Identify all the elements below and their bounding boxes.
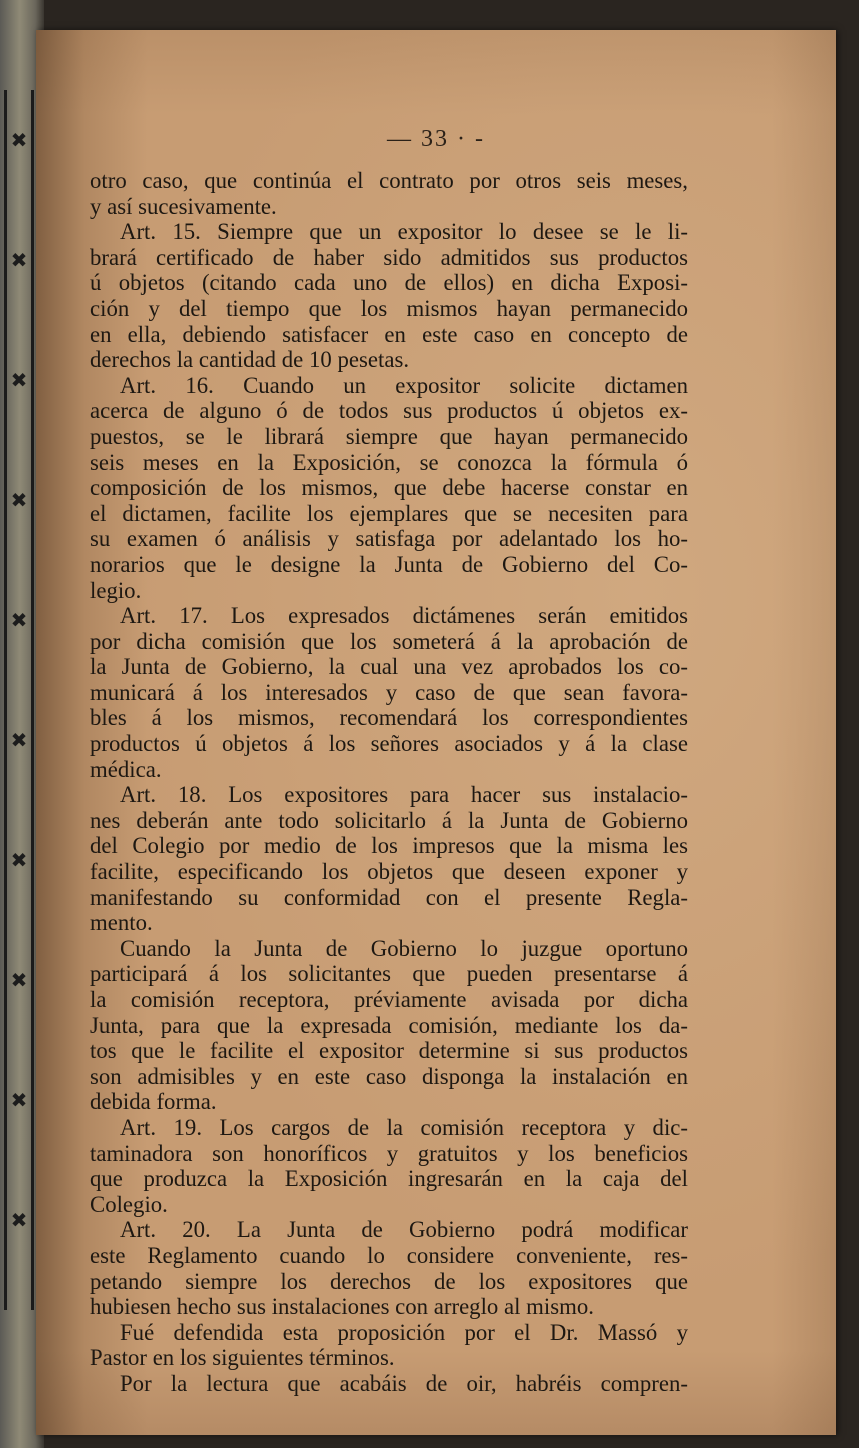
- text-line: manifestando su conformidad con el presente Regla-: [90, 884, 688, 910]
- text-line: Art. 19. Los cargos de la comisión receptora y dic-: [120, 1114, 688, 1140]
- text-line: norarios que le designe la Junta de Gobierno del Co-: [90, 551, 688, 577]
- text-line: mento.: [90, 910, 153, 936]
- text-line: acerca de alguno ó de todos sus productos ú objetos ex-: [90, 398, 688, 424]
- book-page: [36, 30, 836, 1435]
- text-line: productos ú objetos á los señores asociados y á la clase: [90, 731, 688, 757]
- text-line: participará á los solicitantes que pueden presentarse á: [90, 961, 688, 987]
- text-line: otro caso, que continúa el contrato por otros seis meses,: [90, 168, 688, 193]
- text-line: Fué defendida esta proposición por el Dr. Massó y: [120, 1319, 688, 1345]
- text-line: Junta, para que la expresada comisión, mediante los da-: [90, 1012, 688, 1038]
- text-line: Cuando la Junta de Gobierno lo juzgue oportuno: [120, 935, 688, 961]
- text-line: Pastor en los siguientes términos.: [90, 1345, 395, 1371]
- text-line: ú objetos (citando cada uno de ellos) en dicha Exposi-: [90, 270, 688, 296]
- text-line: por dicha comisión que los someterá á la aprobación de: [90, 628, 688, 654]
- text-line: composición de los mismos, que debe hacerse constar en: [90, 475, 688, 501]
- text-line: municará á los interesados y caso de que sean favora-: [90, 679, 688, 705]
- binding-cross-icon: ✖: [10, 1208, 28, 1232]
- text-line: Colegio.: [90, 1191, 168, 1217]
- text-line: brará certificado de haber sido admitidos sus productos: [90, 244, 688, 270]
- text-line: Art. 18. Los expositores para hacer sus instalacio-: [120, 782, 688, 808]
- text-line: la Junta de Gobierno, la cual una vez aprobados los co-: [90, 654, 688, 680]
- text-line: del Colegio por medio de los impresos que la misma les: [90, 833, 688, 859]
- text-line: tos que le facilite el expositor determine si sus productos: [90, 1038, 688, 1064]
- text-line: nes deberán ante todo solicitarlo á la Junta de Gobierno: [90, 807, 688, 833]
- binding-cross-icon: ✖: [10, 608, 28, 632]
- text-line: son admisibles y en este caso disponga la instalación en: [90, 1063, 688, 1089]
- text-line: hubiesen hecho sus instalaciones con arreglo al mismo.: [90, 1294, 594, 1320]
- text-line: bles á los mismos, recomendará los correspondientes: [90, 705, 688, 731]
- text-line: Por la lectura que acabáis de oir, habréis compren-: [120, 1370, 688, 1396]
- binding-cross-icon: ✖: [10, 248, 28, 272]
- text-line: Art. 16. Cuando un expositor solicite dictamen: [120, 372, 688, 398]
- binding-cross-icon: ✖: [10, 728, 28, 752]
- text-line: y así sucesivamente.: [90, 193, 277, 219]
- text-line: Art. 17. Los expresados dictámenes serán emitidos: [120, 603, 688, 629]
- text-line: su examen ó análisis y satisfaga por adelantado los ho-: [90, 526, 688, 552]
- text-line: seis meses en la Exposición, se conozca la fórmula ó: [90, 449, 688, 475]
- text-line: debida forma.: [90, 1089, 217, 1115]
- text-line: ción y del tiempo que los mismos hayan permanecido: [90, 295, 688, 321]
- text-line: facilite, especificando los objetos que deseen exponer y: [90, 859, 688, 885]
- binding-cross-icon: ✖: [10, 848, 28, 872]
- text-line: legio.: [90, 577, 142, 603]
- text-line: Art. 15. Siempre que un expositor lo desee se le li-: [120, 219, 688, 245]
- text-line: derechos la cantidad de 10 pesetas.: [90, 347, 410, 373]
- text-line: que produzca la Exposición ingresarán en la caja del: [90, 1166, 688, 1192]
- text-line: este Reglamento cuando lo considere conveniente, res-: [90, 1242, 688, 1268]
- binding-ornament: [4, 90, 34, 1310]
- binding-cross-icon: ✖: [10, 368, 28, 392]
- text-line: la comisión receptora, préviamente avisada por dicha: [90, 987, 688, 1012]
- text-line: petando siempre los derechos de los expositores que: [90, 1268, 688, 1294]
- binding-cross-icon: ✖: [10, 1088, 28, 1112]
- text-line: taminadora son honoríficos y gratuitos y los beneficios: [90, 1140, 688, 1166]
- text-line: en ella, debiendo satisfacer en este caso en concepto de: [90, 321, 688, 347]
- page-body-text: [90, 168, 688, 1397]
- binding-cross-icon: ✖: [10, 968, 28, 992]
- text-line: el dictamen, facilite los ejemplares que se necesiten para: [90, 500, 688, 526]
- binding-cross-icon: ✖: [10, 128, 28, 152]
- text-line: puestos, se le librará siempre que hayan permanecido: [90, 423, 688, 449]
- binding-cross-icon: ✖: [10, 488, 28, 512]
- text-line: médica.: [90, 756, 162, 782]
- text-line: Art. 20. La Junta de Gobierno podrá modificar: [120, 1217, 688, 1243]
- page-number: — 33 · -: [387, 126, 485, 152]
